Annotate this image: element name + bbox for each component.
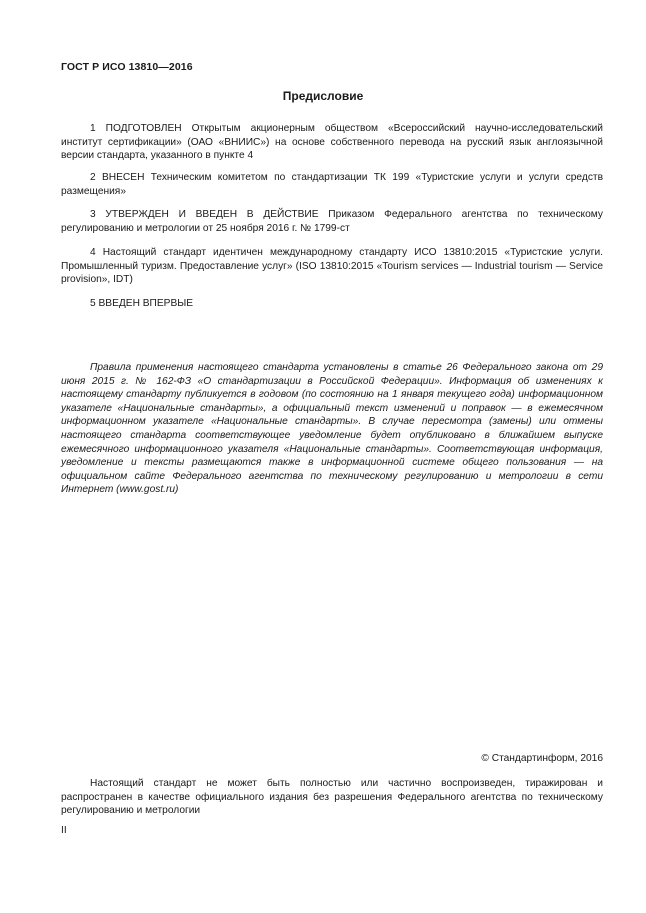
item-5: 5 ВВЕДЕН ВПЕРВЫЕ	[90, 298, 194, 309]
document-code: ГОСТ Р ИСО 13810—2016	[61, 61, 193, 73]
copyright-line: © Стандартинформ, 2016	[481, 753, 603, 764]
item-4: 4 Настоящий стандарт идентичен международному стандарту ИСО 13810:2015 «Туристские услуги. Промышленный туризм. Предоставление услуг» (ISO 13810:2015 «Tourism services — Industrial tourism — Service provision», IDT)	[61, 247, 603, 286]
page-title: Предисловие	[282, 89, 364, 103]
item-3: 3 УТВЕРЖДЕН И ВВЕДЕН В ДЕЙСТВИЕ Приказом Федерального агентства по техническому регулированию и метрологии от 25 ноября 2016 г. № 1799-ст	[61, 209, 603, 234]
item-1: 1 ПОДГОТОВЛЕН Открытым акционерным обществом «Всероссийский научно-исследовательский институт сертификации» (ОАО «ВНИИС») на основе собственного перевода на русский язык англоязычной версии стандарта, указанного в пункте 4	[61, 123, 603, 162]
application-notice: Правила применения настоящего стандарта установлены в статье 26 Федерального закона от 29 июня 2015 г. № 162-ФЗ «О стандартизации в Российской Федерации». Информация об изменениях к настоящему стандарту публикуется в годовом (по состоянию на 1 января текущего года) информационном указателе «Национальные стандарты», а официальный текст изменений и поправок — в ежемесячном информационном указателе «Национальные стандарты». В случае пересмотра (замены) или отмены настоящего стандарта соответствующее уведомление будет опубликовано в ближайшем выпуске ежемесячного информационного указателя «Национальные стандарты». Соответствующая информация, уведомление и тексты размещаются также в информационной системе общего пользования — на официальном сайте Федерального агентства по техническому регулированию и метрологии в сети Интернет (www.gost.ru)	[61, 362, 603, 496]
reproduction-notice: Настоящий стандарт не может быть полностью или частично воспроизведен, тиражирован и распространен в качестве официального издания без разрешения Федерального агентства по техническому регулированию и метрологии	[61, 778, 603, 817]
item-2: 2 ВНЕСЕН Техническим комитетом по стандартизации ТК 199 «Туристские услуги и услуги средств размещения»	[61, 172, 603, 197]
page-number: II	[61, 825, 67, 836]
